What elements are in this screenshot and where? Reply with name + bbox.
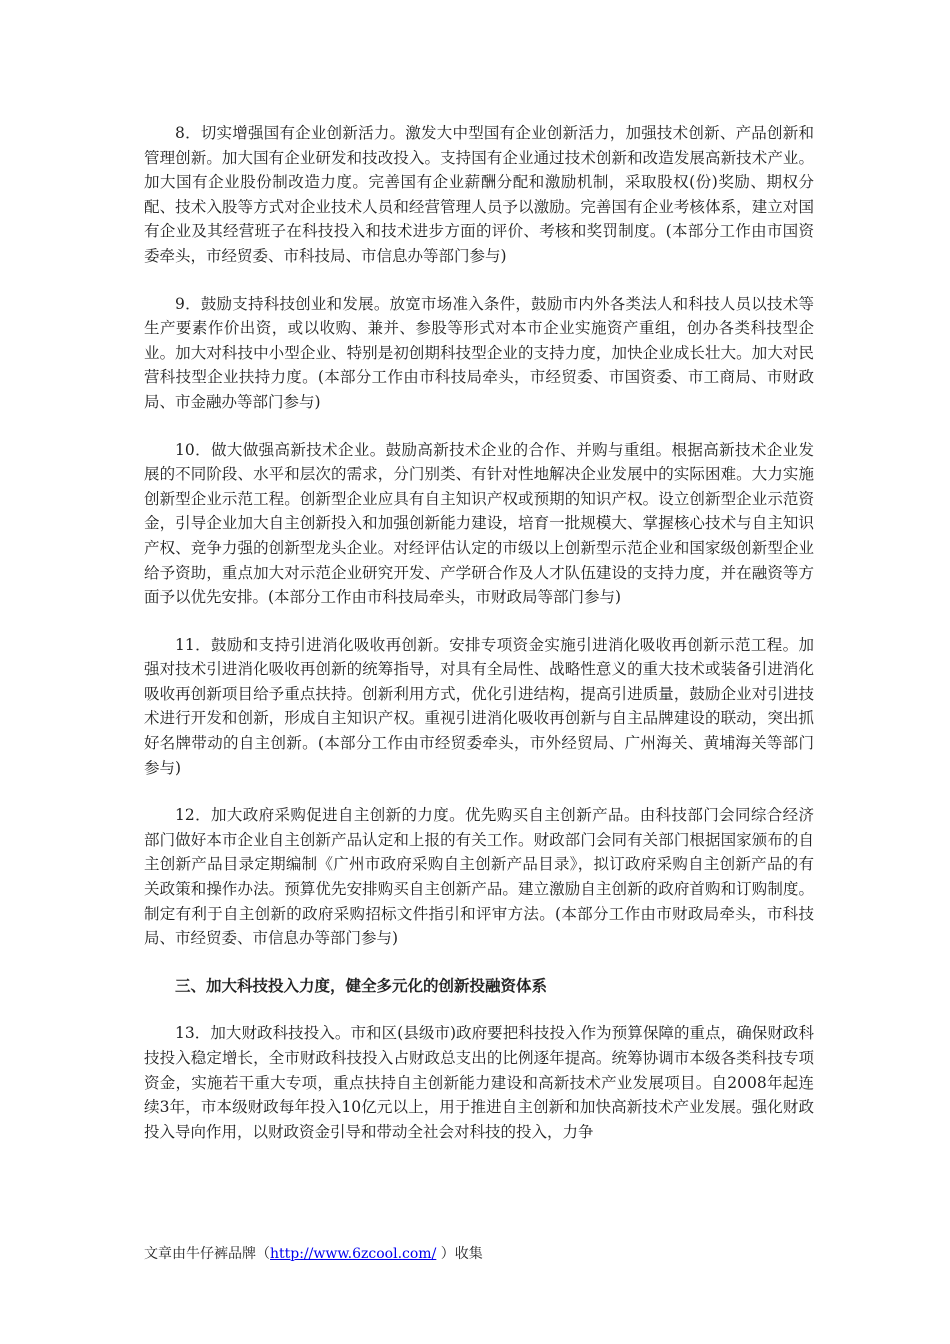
paragraph-13: 13．加大财政科技投入。市和区(县级市)政府要把科技投入作为预算保障的重点，确保财政科技投入稳定增长，全市财政科技投入占财政总支出的比例逐年提高。统筹协调市本级各类科技专项资金，实施若干重大专项，重点扶持自主创新能力建设和高新技术产业发展项目。自2008年起连续3年，市本级财政每年投入10亿元以上，用于推进自主创新和加快高新技术产业发展。强化财政投入导向作用，以财政资金引导和带动全社会对科技的投入，力争 (144, 1024, 814, 1141)
footer-link[interactable]: http://www.6zcool.com/ (270, 1246, 437, 1262)
page-footer (144, 1244, 483, 1264)
paragraph-10: 10．做大做强高新技术企业。鼓励高新技术企业的合作、并购与重组。根据高新技术企业发展的不同阶段、水平和层次的需求，分门别类、有针对性地解决企业发展中的实际困难。大力实施创新型企业示范工程。创新型企业应具有自主知识产权或预期的知识产权。设立创新型企业示范资金，引导企业加大自主创新投入和加强创新能力建设，培育一批规模大、掌握核心技术与自主知识产权、竞争力强的创新型龙头企业。对经评估认定的市级以上创新型示范企业和国家级创新型企业给予资助，重点加大对示范企业研究开发、产学研合作及人才队伍建设的支持力度，并在融资等方面予以优先安排。(本部分工作由市科技局牵头，市财政局等部门参与) (144, 440, 814, 607)
paragraph-12: 12．加大政府采购促进自主创新的力度。优先购买自主创新产品。由科技部门会同综合经济部门做好本市企业自主创新产品认定和上报的有关工作。财政部门会同有关部门根据国家颁布的自主创新产品目录定期编制《广州市政府采购自主创新产品目录》，拟订政府采购自主创新产品的有关政策和操作办法。预算优先安排购买自主创新产品。建立激励自主创新的政府首购和订购制度。制定有利于自主创新的政府采购招标文件指引和评审方法。(本部分工作由市财政局牵头，市科技局、市经贸委、市信息办等部门参与) (144, 806, 814, 948)
document-body (144, 121, 814, 1167)
section-heading: 三、加大科技投入力度，健全多元化的创新投融资体系 (175, 975, 548, 995)
paragraph-9: 9．鼓励支持科技创业和发展。放宽市场准入条件，鼓励市内外各类法人和科技人员以技术等生产要素作价出资，或以收购、兼并、参股等形式对本市企业实施资产重组，创办各类科技型企业。加大对科技中小型企业、特别是初创期科技型企业的支持力度，加快企业成长壮大。加大对民营科技型企业扶持力度。(本部分工作由市科技局牵头，市经贸委、市国资委、市工商局、市财政局、市金融办等部门参与) (144, 294, 814, 411)
footer-suffix: ）收集 (436, 1246, 483, 1262)
footer-prefix: 文章由牛仔裤品牌（ (144, 1246, 270, 1262)
paragraph-8: 8．切实增强国有企业创新活力。激发大中型国有企业创新活力，加强技术创新、产品创新和管理创新。加大国有企业研发和技改投入。支持国有企业通过技术创新和改造发展高新技术产业。加大国有企业股份制改造力度。完善国有企业薪酬分配和激励机制，采取股权(份)奖励、期权分配、技术入股等方式对企业技术人员和经营管理人员予以激励。完善国有企业考核体系，建立对国有企业及其经营班子在科技投入和技术进步方面的评价、考核和奖罚制度。(本部分工作由市国资委牵头，市经贸委、市科技局、市信息办等部门参与) (144, 124, 814, 265)
paragraph-11: 11．鼓励和支持引进消化吸收再创新。安排专项资金实施引进消化吸收再创新示范工程。加强对技术引进消化吸收再创新的统筹指导，对具有全局性、战略性意义的重大技术或装备引进消化吸收再创新项目给予重点扶持。创新利用方式，优化引进结构，提高引进质量，鼓励企业对引进技术进行开发和创新，形成自主知识产权。重视引进消化吸收再创新与自主品牌建设的联动，突出抓好名牌带动的自主创新。(本部分工作由市经贸委牵头，市外经贸局、广州海关、黄埔海关等部门参与) (144, 635, 814, 777)
